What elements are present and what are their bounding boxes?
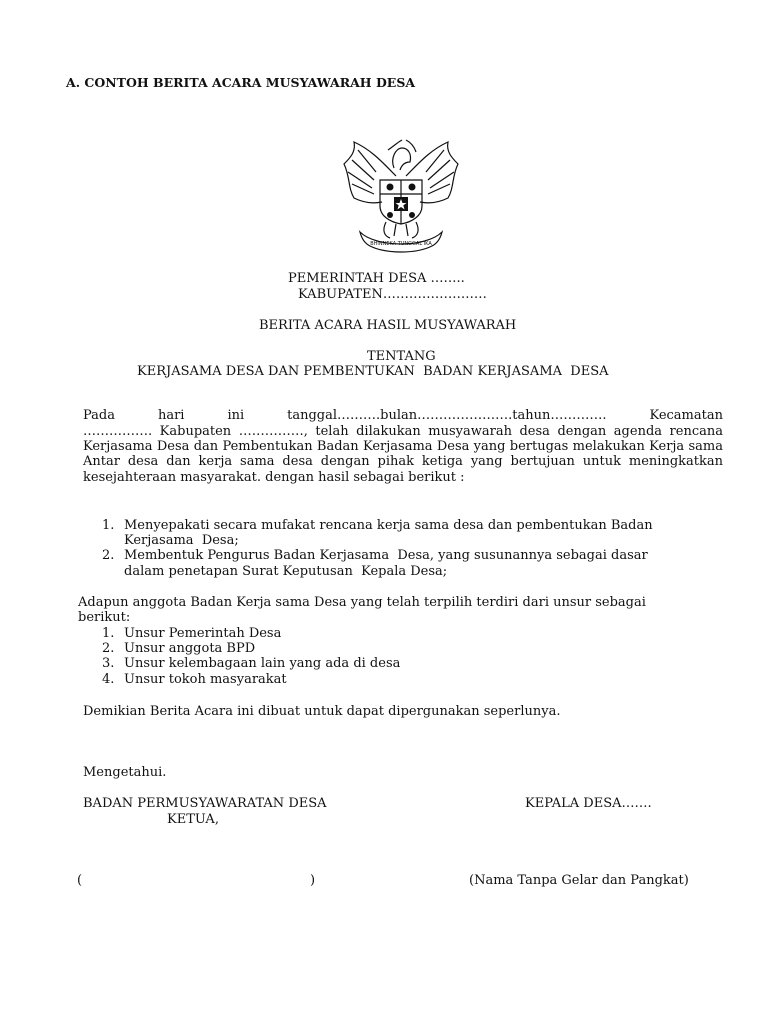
intro-word-pada: Pada — [83, 408, 115, 423]
list-item — [102, 548, 722, 578]
list-item-number: 2. — [102, 548, 115, 564]
list-item-number: 4. — [102, 671, 115, 687]
members-intro-line2: berikut: — [78, 610, 131, 625]
members-intro-line1: Adapun anggota Badan Kerja sama Desa yang telah terpilih terdiri dari unsur sebagai — [78, 595, 646, 610]
list-item-number: 3. — [102, 656, 115, 672]
document-subject: KERJASAMA DESA DAN PEMBENTUKAN BADAN KERJASAMA DESA — [137, 364, 609, 379]
list-item-number: 2. — [102, 641, 115, 657]
closing-statement: Demikian Berita Acara ini dibuat untuk dapat dipergunakan seperlunya. — [83, 704, 561, 719]
list-item — [102, 656, 702, 671]
document-title: BERITA ACARA HASIL MUSYAWARAH — [259, 318, 517, 333]
list-item — [102, 641, 702, 656]
list-item — [102, 518, 722, 548]
bpd-ketua-role: KETUA, — [167, 812, 219, 827]
bpd-title: BADAN PERMUSYAWARATAN DESA — [83, 796, 327, 811]
kepala-desa-name-placeholder: (Nama Tanpa Gelar dan Pangkat) — [469, 873, 689, 888]
page-heading: A. CONTOH BERITA ACARA MUSYAWARAH DESA — [66, 75, 416, 90]
list-item-text: Unsur tokoh masyarakat — [124, 671, 287, 687]
intro-paragraph: ……………. Kabupaten ……………, telah dilakukan musyawarah desa dengan agenda rencana Kerjasama Desa dan Pembentukan Badan Kerjasama Desa yang bertugas melakukan Kerja sama Antar desa dan kerja sama desa dengan pihak ketiga yang bertujuan untuk meningkatkan kesejahteraan masyarakat. dengan hasil sebagai berikut : — [83, 424, 723, 485]
list-item-text: Unsur kelembagaan lain yang ada di desa — [124, 656, 401, 672]
intro-word-hari: hari — [157, 408, 185, 423]
intro-first-line — [83, 408, 723, 423]
results-list — [102, 518, 722, 579]
list-item — [102, 672, 702, 687]
mengetahui-label: Mengetahui. — [83, 765, 167, 780]
header-line-kabupaten: KABUPATEN…………………… — [298, 287, 487, 302]
list-item-text: Unsur Pemerintah Desa — [124, 626, 282, 641]
list-item-text: Membentuk Pengurus Badan Kerjasama Desa, yang susunannya sebagai dasar — [124, 548, 648, 564]
intro-date-blanks: tanggal……….bulan………………….tahun…………. — [287, 408, 607, 423]
emblem-motto: BHINNEKA TUNGGAL IKA — [370, 241, 432, 247]
list-item-number: 1. — [102, 626, 115, 641]
members-list — [102, 626, 702, 687]
garuda-emblem-icon — [336, 136, 466, 254]
list-item-text-cont: Kerjasama Desa; — [124, 533, 239, 549]
intro-word-ini: ini — [227, 408, 245, 423]
intro-word-kecamatan: Kecamatan — [649, 408, 723, 423]
list-item-number: 1. — [102, 518, 115, 533]
kepala-desa-title: KEPALA DESA……. — [525, 796, 652, 811]
tentang-label: TENTANG — [367, 349, 436, 364]
list-item-text-cont: dalam penetapan Surat Keputusan Kepala Desa; — [124, 563, 448, 579]
list-item-text: Unsur anggota BPD — [124, 641, 256, 657]
signature-paren-close: ) — [310, 873, 316, 888]
header-line-pemerintah: PEMERINTAH DESA …….. — [288, 271, 465, 286]
list-item — [102, 626, 702, 641]
list-item-text: Menyepakati secara mufakat rencana kerja sama desa dan pembentukan Badan — [124, 518, 653, 533]
signature-paren-open: ( — [77, 873, 83, 888]
